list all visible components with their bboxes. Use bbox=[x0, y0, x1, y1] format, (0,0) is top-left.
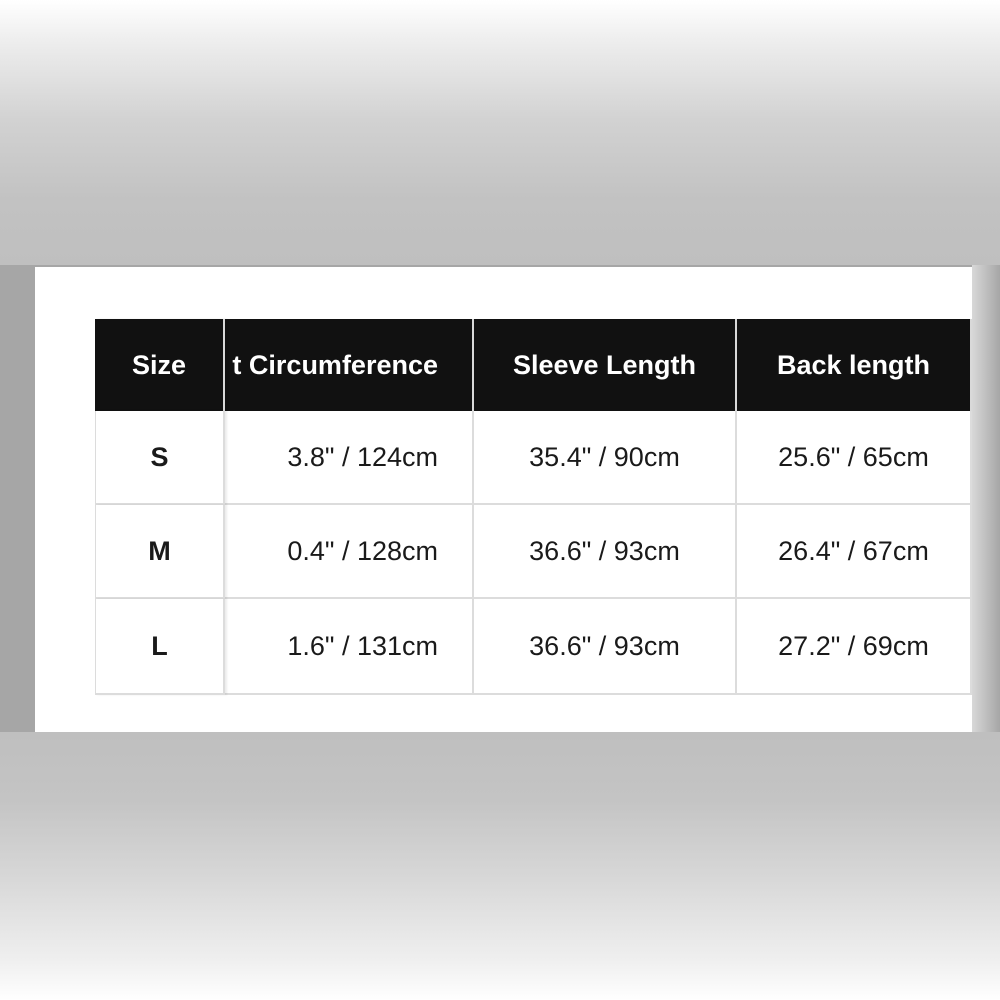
size-cell: M bbox=[95, 505, 225, 599]
sleeve-cell: 36.6" / 93cm bbox=[474, 599, 737, 695]
size-chart-table bbox=[95, 319, 972, 695]
sleeve-length-column bbox=[474, 319, 737, 695]
header-chest-circumference: t Circumference bbox=[223, 319, 474, 411]
chest-cell: 1.6" / 131cm bbox=[223, 599, 474, 695]
chest-cell: 0.4" / 128cm bbox=[223, 505, 474, 599]
back-cell: 27.2" / 69cm bbox=[737, 599, 972, 695]
size-chart-card bbox=[35, 267, 972, 732]
sleeve-cell: 36.6" / 93cm bbox=[474, 505, 737, 599]
header-size: Size bbox=[95, 319, 225, 411]
chest-circumference-column bbox=[223, 319, 474, 695]
size-cell: L bbox=[95, 599, 225, 695]
back-cell: 26.4" / 67cm bbox=[737, 505, 972, 599]
size-cell: S bbox=[95, 411, 225, 505]
chest-cell: 3.8" / 124cm bbox=[223, 411, 474, 505]
back-length-column bbox=[737, 319, 972, 695]
back-cell: 25.6" / 65cm bbox=[737, 411, 972, 505]
header-back-length: Back length bbox=[737, 319, 972, 411]
size-column bbox=[95, 319, 225, 695]
sleeve-cell: 35.4" / 90cm bbox=[474, 411, 737, 505]
header-sleeve-length: Sleeve Length bbox=[474, 319, 737, 411]
backdrop-edge bbox=[972, 265, 1000, 732]
